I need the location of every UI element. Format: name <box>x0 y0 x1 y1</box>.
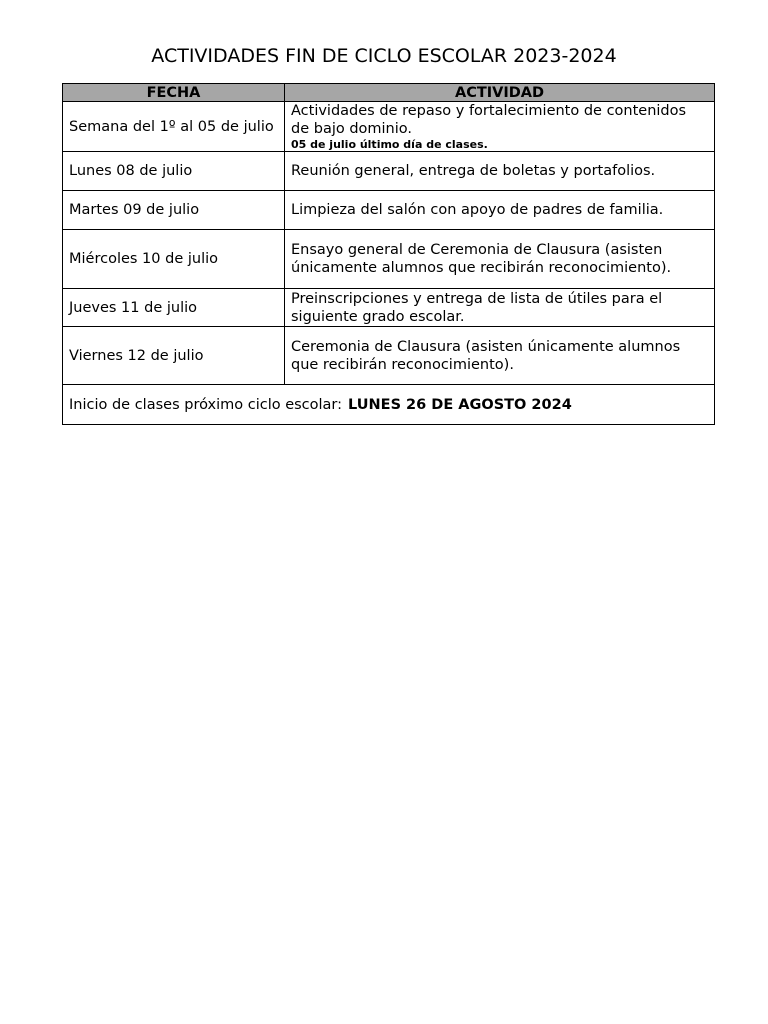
table-row <box>63 191 715 230</box>
table-footer-row <box>63 385 715 425</box>
table-row <box>63 289 715 327</box>
column-header-activity: ACTIVIDAD <box>285 84 715 102</box>
activity-note: 05 de julio último día de clases. <box>291 138 488 151</box>
activity-cell: Reunión general, entrega de boletas y portafolios. <box>285 152 715 191</box>
column-header-date: FECHA <box>63 84 285 102</box>
page-title: ACTIVIDADES FIN DE CICLO ESCOLAR 2023-2024 <box>151 45 617 67</box>
next-cycle-cell <box>63 385 715 425</box>
activity-cell: Preinscripciones y entrega de lista de útiles para el siguiente grado escolar. <box>285 289 715 327</box>
date-cell: Miércoles 10 de julio <box>63 230 285 289</box>
table-row <box>63 102 715 152</box>
table-header-row <box>63 84 715 102</box>
date-cell: Lunes 08 de julio <box>63 152 285 191</box>
next-cycle-date: LUNES 26 DE AGOSTO 2024 <box>348 396 572 413</box>
date-cell: Martes 09 de julio <box>63 191 285 230</box>
activity-text: Actividades de repaso y fortalecimiento de contenidos de bajo dominio. <box>291 103 687 137</box>
next-cycle-label: Inicio de clases próximo ciclo escolar: <box>69 396 343 413</box>
activity-cell: Limpieza del salón con apoyo de padres de familia. <box>285 191 715 230</box>
table-row <box>63 230 715 289</box>
date-cell: Jueves 11 de julio <box>63 289 285 327</box>
table-row <box>63 152 715 191</box>
activities-table <box>62 83 715 425</box>
table-row <box>63 327 715 385</box>
activity-cell: Ceremonia de Clausura (asisten únicamente alumnos que recibirán reconocimiento). <box>285 327 715 385</box>
date-cell: Viernes 12 de julio <box>63 327 285 385</box>
activity-cell <box>285 102 715 152</box>
date-cell: Semana del 1º al 05 de julio <box>63 102 285 152</box>
activity-cell: Ensayo general de Ceremonia de Clausura (asisten únicamente alumnos que recibirán reconocimiento). <box>285 230 715 289</box>
